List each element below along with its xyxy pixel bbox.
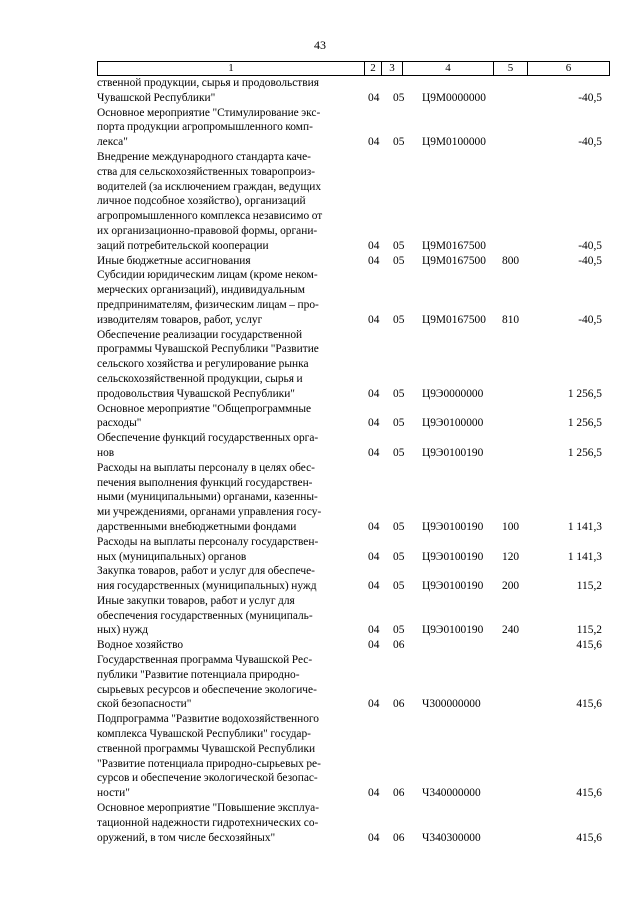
section-code: 04 — [368, 254, 380, 267]
description-line: их организационно-правовой формы, органи- — [97, 224, 318, 237]
description-line: мерческих организаций), индивидуальным — [97, 284, 305, 297]
description-line: ской безопасности" — [97, 698, 192, 711]
subsection-code: 05 — [393, 91, 405, 104]
target-article-code: Ц9М0167500 — [422, 239, 486, 252]
amount: -40,5 — [578, 91, 602, 104]
row-description — [97, 150, 363, 254]
row-description — [97, 328, 363, 402]
expense-type-code: 100 — [502, 520, 520, 533]
description-line: комплекса Чувашской Республики" государ- — [97, 728, 311, 741]
amount: 1 256,5 — [567, 387, 602, 400]
description-line: агропромышленного комплекса независимо от — [97, 210, 323, 223]
amount: -40,5 — [578, 136, 602, 149]
description-line: публики "Развитие потенциала природно- — [97, 668, 300, 681]
target-article-code: Ч300000000 — [422, 698, 481, 711]
amount: 115,2 — [576, 580, 602, 593]
row-description — [97, 801, 363, 845]
description-line: Расходы на выплаты персоналу государствен- — [97, 535, 319, 548]
description-line: Иные закупки товаров, работ и услуг для — [97, 594, 295, 607]
subsection-code: 05 — [393, 580, 405, 593]
header-col-3: 3 — [382, 62, 403, 75]
subsection-code: 06 — [393, 787, 405, 800]
table-row — [97, 150, 608, 254]
section-code: 04 — [368, 624, 380, 637]
description-line: нов — [97, 446, 115, 459]
row-description — [97, 76, 363, 106]
description-line: заций потребительской кооперации — [97, 239, 269, 252]
description-line: Субсидии юридическим лицам (кроме неком- — [97, 269, 318, 282]
description-line: Основное мероприятие "Общепрограммные — [97, 402, 312, 415]
description-line: сурсов и обеспечение экологической безопас- — [97, 772, 318, 785]
expense-type-code: 120 — [502, 550, 520, 563]
amount: -40,5 — [578, 239, 602, 252]
amount: -40,5 — [578, 254, 602, 267]
description-line: ных) нужд — [97, 624, 149, 637]
amount: 415,6 — [576, 787, 602, 800]
amount: 1 256,5 — [567, 446, 602, 459]
description-line: продовольствия Чувашской Республики" — [97, 387, 295, 400]
description-line: расходы" — [97, 417, 142, 430]
description-line: Обеспечение функций государственных орга- — [97, 432, 319, 445]
amount: 1 141,3 — [567, 550, 602, 563]
description-line: ственной программы Чувашской Республики — [97, 742, 316, 755]
subsection-code: 05 — [393, 387, 405, 400]
target-article-code: Ч340300000 — [422, 831, 481, 844]
section-code: 04 — [368, 313, 380, 326]
subsection-code: 05 — [393, 520, 405, 533]
row-description — [97, 431, 363, 461]
description-line: ственной продукции, сырья и продовольствия — [97, 77, 319, 89]
header-col-1: 1 — [98, 62, 365, 75]
description-line: Государственная программа Чувашской Рес- — [97, 654, 313, 667]
table-row — [97, 76, 608, 106]
table-row — [97, 268, 608, 327]
target-article-code: Ц9Э0100190 — [422, 550, 484, 563]
row-description — [97, 106, 363, 150]
amount: 115,2 — [576, 624, 602, 637]
description-line: лекса" — [97, 136, 128, 149]
description-line: предпринимателям, физическим лицам – про- — [97, 298, 319, 311]
target-article-code: Ц9Э0100190 — [422, 446, 484, 459]
header-col-2: 2 — [365, 62, 382, 75]
description-line: Обеспечение реализации государственной — [97, 328, 303, 341]
target-article-code: Ц9Э0100190 — [422, 520, 484, 533]
description-line: программы Чувашской Республики "Развитие — [97, 343, 319, 356]
description-line: Расходы на выплаты персоналу в целях обес- — [97, 461, 315, 474]
table-row — [97, 402, 608, 432]
table-row — [97, 461, 608, 535]
section-code: 04 — [368, 387, 380, 400]
subsection-code: 06 — [393, 831, 405, 844]
table-row — [97, 653, 608, 712]
description-line: тационной надежности гидротехнических со- — [97, 816, 319, 829]
expense-type-code: 200 — [502, 580, 520, 593]
target-article-code: Ц9М0167500 — [422, 313, 486, 326]
header-col-5: 5 — [494, 62, 528, 75]
amount: 1 141,3 — [567, 520, 602, 533]
table-row — [97, 801, 608, 845]
description-line: ности" — [97, 787, 130, 800]
section-code: 04 — [368, 580, 380, 593]
table-header — [97, 61, 610, 76]
amount: -40,5 — [578, 313, 602, 326]
description-line: сырьевых ресурсов и обеспечение экологиче- — [97, 683, 317, 696]
subsection-code: 05 — [393, 417, 405, 430]
subsection-code: 05 — [393, 239, 405, 252]
description-line: ными (муниципальными) органами, казенны- — [97, 491, 318, 504]
target-article-code: Ц9Э0100190 — [422, 580, 484, 593]
description-line: Внедрение международного стандарта каче- — [97, 150, 311, 163]
description-line: Основное мероприятие "Стимулирование экс- — [97, 106, 321, 119]
table-row — [97, 254, 608, 269]
section-code: 04 — [368, 550, 380, 563]
subsection-code: 05 — [393, 313, 405, 326]
description-line: ми учреждениями, органами управления госу- — [97, 506, 322, 519]
description-line: Водное хозяйство — [97, 639, 184, 652]
table-body — [97, 76, 608, 845]
section-code: 04 — [368, 831, 380, 844]
section-code: 04 — [368, 639, 380, 652]
row-description — [97, 535, 363, 565]
header-col-6: 6 — [565, 62, 572, 74]
description-line: личное подсобное хозяйство), организаций — [97, 195, 306, 208]
subsection-code: 05 — [393, 624, 405, 637]
description-line: дарственными внебюджетными фондами — [97, 520, 297, 533]
amount: 1 256,5 — [567, 417, 602, 430]
table-row — [97, 431, 608, 461]
description-line: сельского хозяйства и регулирование рынка — [97, 358, 309, 371]
description-line: Иные бюджетные ассигнования — [97, 254, 251, 267]
subsection-code: 06 — [393, 639, 405, 652]
expense-type-code: 800 — [502, 254, 520, 267]
description-line: водителей (за исключением граждан, ведущих — [97, 180, 322, 193]
row-description — [97, 254, 363, 269]
description-line: Основное мероприятие "Повышение эксплуа- — [97, 802, 320, 815]
description-line: ных (муниципальных) органов — [97, 550, 247, 563]
subsection-code: 05 — [393, 446, 405, 459]
section-code: 04 — [368, 239, 380, 252]
row-description — [97, 594, 363, 638]
description-line: изводителям товаров, работ, услуг — [97, 313, 263, 326]
target-article-code: Ц9Э0100190 — [422, 624, 484, 637]
subsection-code: 05 — [393, 136, 405, 149]
expense-type-code: 240 — [502, 624, 520, 637]
table-row — [97, 638, 608, 653]
description-line: оружений, в том числе бесхозяйных" — [97, 831, 276, 844]
row-description — [97, 402, 363, 432]
description-line: ства для сельскохозяйственных товаропроиз- — [97, 165, 316, 178]
target-article-code: Ц9Э0100000 — [422, 417, 484, 430]
section-code: 04 — [368, 520, 380, 533]
description-line: Подпрограмма "Развитие водохозяйственного — [97, 713, 319, 726]
section-code: 04 — [368, 787, 380, 800]
table-row — [97, 712, 608, 801]
subsection-code: 06 — [393, 698, 405, 711]
table-row — [97, 328, 608, 402]
table-row — [97, 564, 608, 594]
target-article-code: Ц9М0167500 — [422, 254, 486, 267]
description-line: Чувашской Республики" — [97, 91, 216, 104]
target-article-code: Ц9М0000000 — [422, 91, 486, 104]
table-row — [97, 535, 608, 565]
section-code: 04 — [368, 698, 380, 711]
expense-type-code: 810 — [502, 313, 520, 326]
row-description — [97, 653, 363, 712]
row-description — [97, 268, 363, 327]
target-article-code: Ц9М0100000 — [422, 136, 486, 149]
description-line: порта продукции агропромышленного комп- — [97, 121, 313, 134]
table-row — [97, 594, 608, 638]
amount: 415,6 — [576, 831, 602, 844]
description-line: ния государственных (муниципальных) нужд — [97, 580, 317, 593]
section-code: 04 — [368, 91, 380, 104]
amount: 415,6 — [576, 698, 602, 711]
header-col-4: 4 — [403, 62, 494, 75]
subsection-code: 05 — [393, 550, 405, 563]
section-code: 04 — [368, 446, 380, 459]
target-article-code: Ц9Э0000000 — [422, 387, 484, 400]
row-description — [97, 638, 363, 653]
description-line: Закупка товаров, работ и услуг для обеспече- — [97, 565, 315, 578]
row-description — [97, 461, 363, 535]
subsection-code: 05 — [393, 254, 405, 267]
description-line: печения выполнения функций государствен- — [97, 476, 313, 489]
amount: 415,6 — [576, 639, 602, 652]
table-row — [97, 106, 608, 150]
row-description — [97, 712, 363, 801]
description-line: сельскохозяйственной продукции, сырья и — [97, 372, 303, 385]
section-code: 04 — [368, 417, 380, 430]
target-article-code: Ч340000000 — [422, 787, 481, 800]
section-code: 04 — [368, 136, 380, 149]
description-line: "Развитие потенциала природно-сырьевых ре- — [97, 757, 321, 770]
page-number: 43 — [314, 38, 326, 52]
row-description — [97, 564, 363, 594]
description-line: обеспечения государственных (муниципаль- — [97, 609, 313, 622]
